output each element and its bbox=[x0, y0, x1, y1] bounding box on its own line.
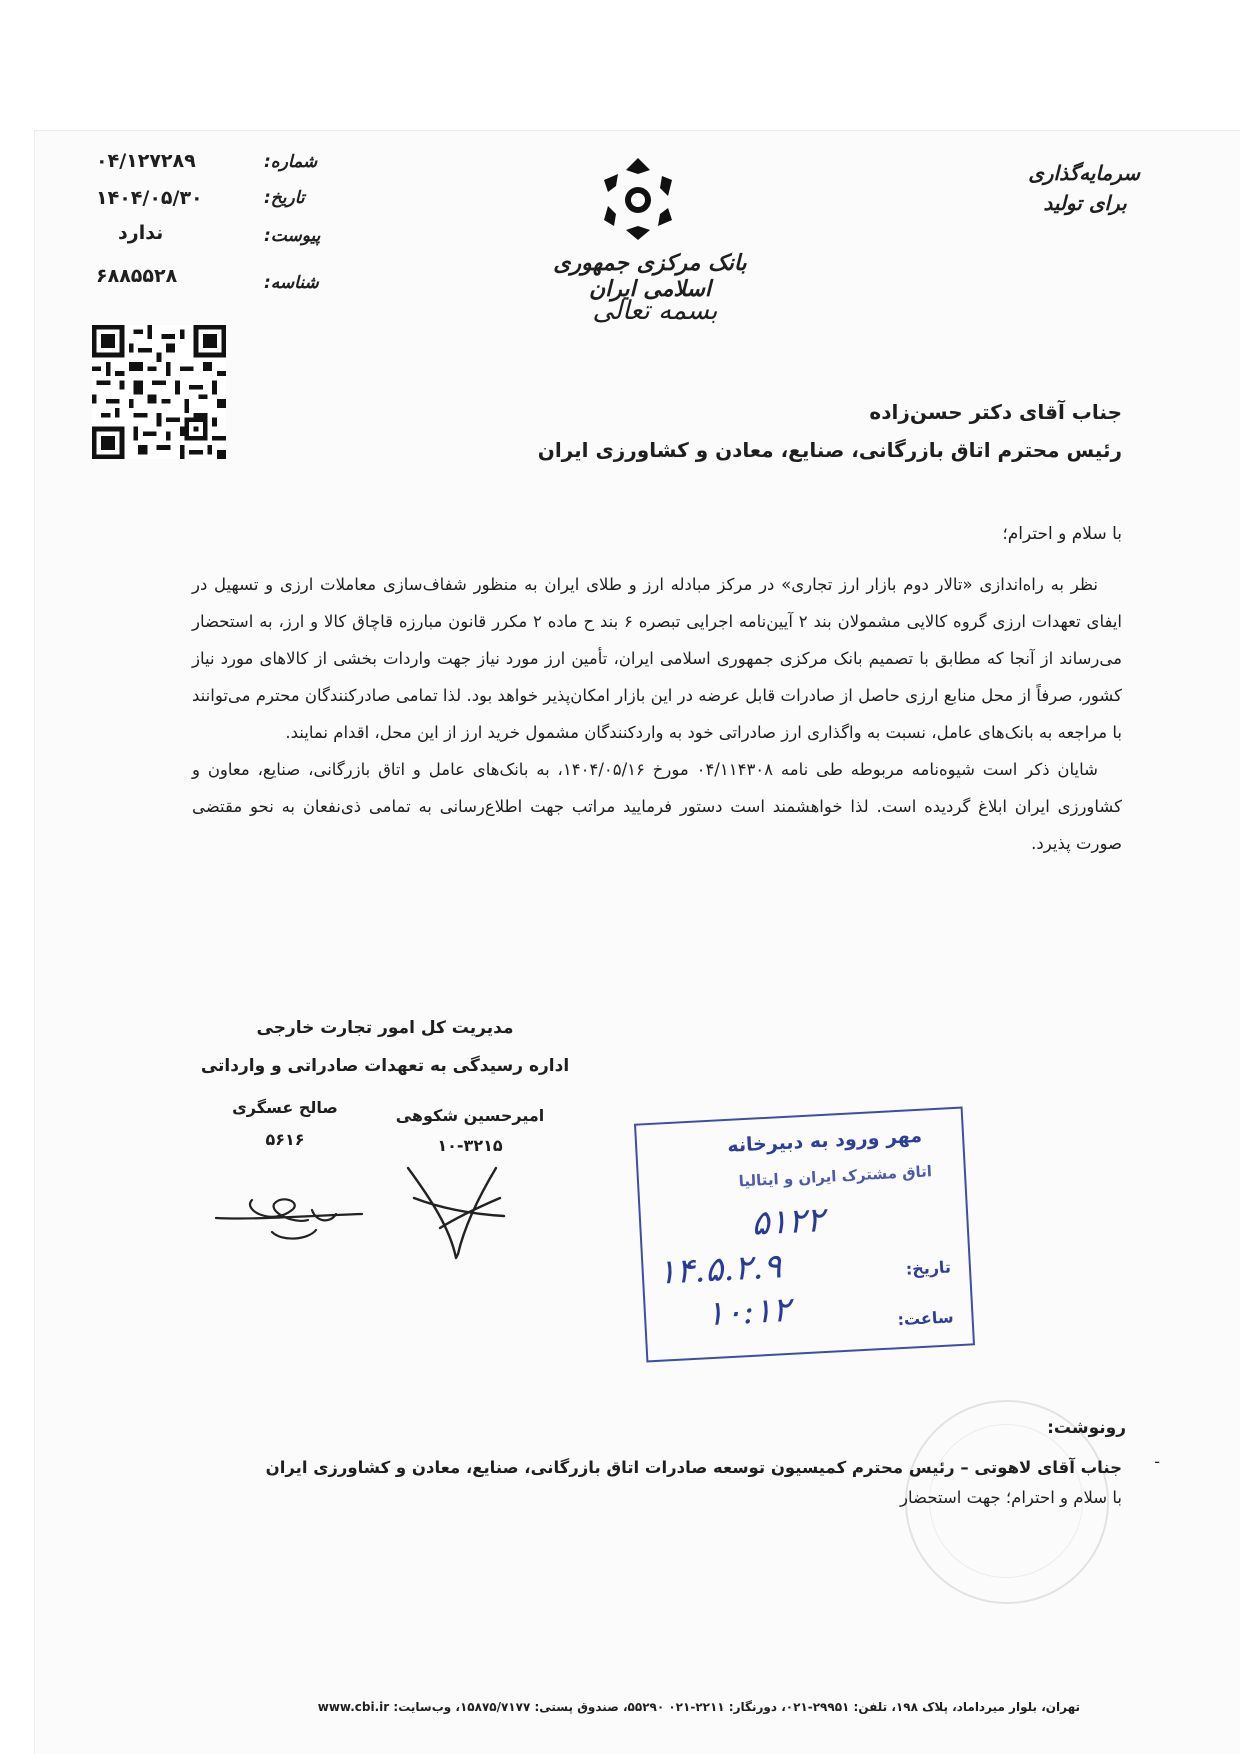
body-paragraph-1: نظر به راه‌اندازی «تالار دوم بازار ارز تجاری» در مرکز مبادله ارز و طلای ایران به منظور شفاف‌سازی معاملات ارزی و تسهیل در ایفای تعهدات ارزی گروه کالایی مشمولان بند ۲ آیین‌نامه اجرایی تبصره ۶ بند ح ماده ۲ مکرر قانون مبارزه قاچاق کالا و ارز، به استحضار می‌رساند از آنجا که مطابق با تصمیم بانک مرکزی جمهوری اسلامی ایران، تأمین ارز مورد نیاز جهت واردات بخشی از کالاهای مورد نیاز کشور، صرفاً از محل منابع ارزی حاصل از صادرات قابل عرضه در این بازار امکان‌پذیر خواهد بود. لذا تمامی صادرکنندگان محترم می‌توانند با مراجعه به بانک‌های عامل، نسبت به واگذاری ارز صادراتی خود به واردکنندگان مشمول خرید ارز از این محل، اقدام نمایند. bbox=[192, 575, 1122, 742]
bank-motto: بسمه تعالی bbox=[592, 296, 718, 326]
signer-2-name: امیرحسین شکوهی bbox=[395, 1106, 545, 1125]
footer-address-line bbox=[317, 1700, 1080, 1714]
attachment-label: پیوست: bbox=[264, 226, 321, 246]
cc-label: رونوشت: bbox=[1047, 1418, 1126, 1438]
body-paragraph-2: شایان ذکر است شیوه‌نامه مربوطه طی نامه ۰۴/۱۱۴۳۰۸ مورخ ۱۴۰۴/۰۵/۱۶، به بانک‌های عامل و اتاق بازرگانی، صنایع، معاون و کشاورزی ایران ابلاغ گردیده است. لذا خواهشمند است دستور فرمایید مراتب جهت اطلاع‌رسانی به تمامی ذی‌نفعان به نحو مقتضی صورت پذیرد. bbox=[192, 760, 1122, 853]
recipient-name: جناب آقای دکتر حسن‌زاده bbox=[869, 400, 1122, 424]
signature-department: مدیریت کل امور تجارت خارجی bbox=[256, 1018, 514, 1038]
signature-office: اداره رسیدگی به تعهدات صادراتی و وارداتی bbox=[200, 1056, 570, 1076]
bank-name: بانک مرکزی جمهوری اسلامی ایران bbox=[553, 250, 747, 302]
year-slogan: سرمایه‌گذاری برای تولید bbox=[1028, 161, 1140, 215]
cc-greeting: با سلام و احترام؛ جهت استحضار bbox=[900, 1488, 1122, 1507]
letter-date-value: ۱۴۰۴/۰۵/۳۰ bbox=[96, 187, 203, 209]
tracking-label: شناسه: bbox=[264, 273, 319, 293]
footer-address: تهران، بلوار میرداماد، پلاک ۱۹۸، تلفن: ۲۹۹۵۱-۰۲۱، دورنگار: ۲۲۱۱-۰۲۱ ۵۵۲۹۰، صندوق پستی: ۱۵۸۷۵/۷۱۷۷، وب‌سایت: bbox=[393, 1700, 1080, 1714]
stamp-entry-date: ۱۴.۵.۲.۹ bbox=[656, 1246, 783, 1293]
cc-recipient: جناب آقای لاهوتی – رئیس محترم کمیسیون توسعه صادرات اتاق بازرگانی، صنایع، معادن و کشاورزی ایران bbox=[265, 1458, 1122, 1477]
central-bank-logo-icon bbox=[598, 156, 678, 240]
stamp-subtitle: اتاق مشترک ایران و ایتالیا bbox=[738, 1162, 933, 1191]
letter-body bbox=[192, 566, 1122, 862]
signer-2-code: ۱۰-۳۲۱۵ bbox=[437, 1136, 503, 1155]
attachment-value: ندارد bbox=[118, 222, 164, 244]
stamp-entry-time: ۱۰:۱۲ bbox=[704, 1289, 792, 1335]
stamp-entry-number: ۵۱۲۲ bbox=[750, 1199, 826, 1244]
recipient-title: رئیس محترم اتاق بازرگانی، صنایع، معادن و کشاورزی ایران bbox=[537, 438, 1122, 462]
footer-website: www.cbi.ir bbox=[317, 1700, 390, 1714]
tracking-value: ۶۸۸۵۵۲۸ bbox=[96, 265, 178, 287]
letter-date-label: تاریخ: bbox=[264, 188, 305, 208]
stamp-title: مهر ورود به دبیرخانه bbox=[726, 1124, 923, 1157]
signer-1-code: ۵۶۱۶ bbox=[265, 1130, 305, 1149]
stamp-time-label: ساعت: bbox=[897, 1307, 955, 1330]
cc-bullet: - bbox=[1154, 1452, 1160, 1471]
signer-1-name: صالح عسگری bbox=[232, 1098, 338, 1117]
signature-1-icon bbox=[212, 1180, 382, 1250]
letter-number-value: ۰۴/۱۲۷۲۸۹ bbox=[96, 150, 196, 172]
qr-code-icon bbox=[92, 325, 226, 459]
stamp-date-label: تاریخ: bbox=[905, 1257, 952, 1279]
greeting: با سلام و احترام؛ bbox=[1002, 524, 1122, 544]
letter-number-label: شماره: bbox=[264, 152, 318, 172]
signature-2-icon bbox=[400, 1158, 510, 1268]
secretariat-entry-stamp bbox=[634, 1107, 975, 1363]
